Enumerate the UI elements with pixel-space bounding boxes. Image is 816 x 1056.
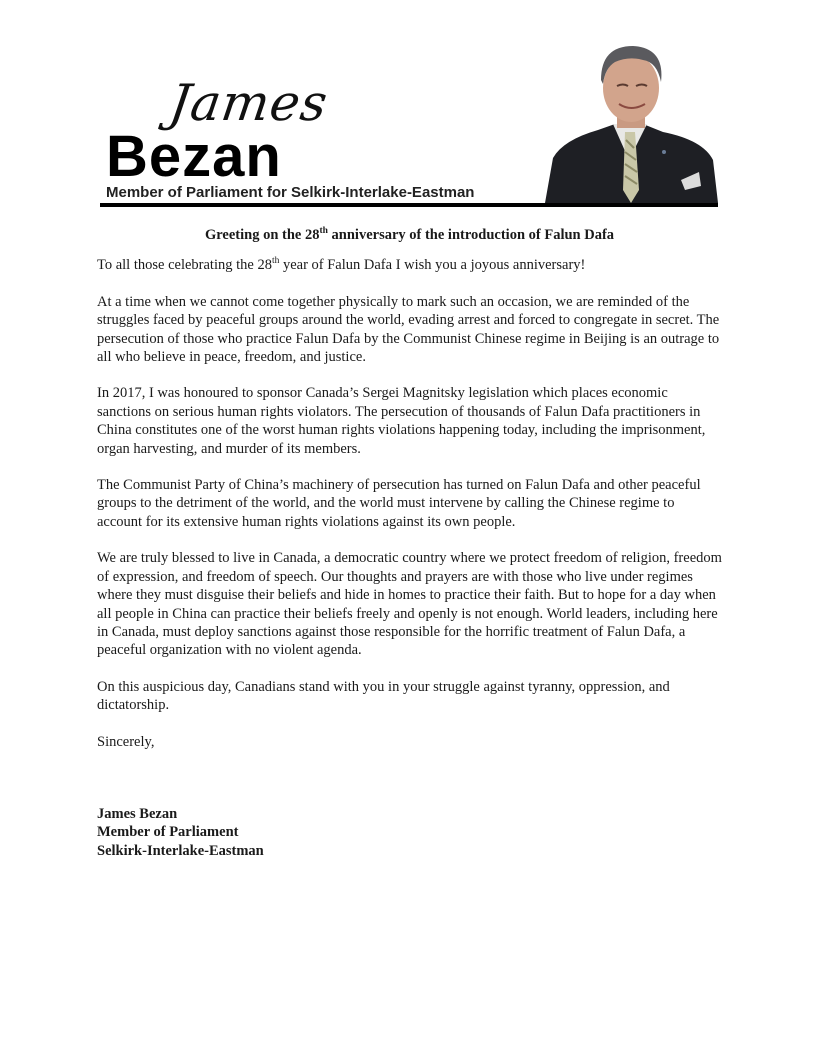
greeting-text-rest: year of Falun Dafa I wish you a joyous anniversary! <box>279 257 586 274</box>
body-paragraph: We are truly blessed to live in Canada, a democratic country where we protect freedom of religion, freedom of expression, and freedom of speech. Our thoughts and prayers are with those who live under regimes where they must disguise their beliefs and hide in homes to practice their faith. But to hope for a day when all people in China can practice their beliefs freely and openly is not enough. World leaders, including here in Canada, must deploy sanctions against those responsible for the horrific treatment of Falun Dafa, a peaceful organization with no violent agenda. <box>97 550 722 659</box>
title-text-rest: anniversary of the introduction of Falun Dafa <box>327 227 615 243</box>
letterhead-first-name: James <box>165 74 332 132</box>
signature-role: Member of Parliament <box>97 824 239 841</box>
signature-block <box>97 805 722 860</box>
body-paragraph: On this auspicious day, Canadians stand with you in your struggle against tyranny, oppression, and dictatorship. <box>97 678 670 714</box>
signature-riding: Selkirk-Interlake-Eastman <box>97 842 264 859</box>
letterhead-last-name: Bezan <box>106 124 282 189</box>
letterhead <box>100 40 718 207</box>
closing: Sincerely, <box>97 733 155 750</box>
greeting-superscript: th <box>271 256 280 267</box>
signature-name: James Bezan <box>97 805 178 822</box>
body-paragraph: At a time when we cannot come together physically to mark such an occasion, we are reminded of the struggles faced by peaceful groups around the world, evading arrest and forced to congregate in secret. The persecution of those who practice Falun Dafa by the Communist Chinese regime in Beijing is an outrage to all who believe in peace, freedom, and justice. <box>97 293 720 366</box>
title-text: Greeting on the 28 <box>204 227 320 243</box>
letterhead-subtitle: Member of Parliament for Selkirk-Interlake-Eastman <box>106 184 475 201</box>
letter-title <box>97 226 722 244</box>
greeting-paragraph <box>97 256 722 274</box>
portrait-image <box>543 40 718 203</box>
portrait-photo <box>543 40 718 203</box>
greeting-text: To all those celebrating the 28 <box>97 257 272 274</box>
letter-body <box>97 226 722 860</box>
title-superscript: th <box>319 226 328 236</box>
letterhead-rule <box>100 203 718 207</box>
body-paragraph: The Communist Party of China’s machinery of persecution has turned on Falun Dafa and other peaceful groups to the detriment of the world, and the world must intervene by calling the Chinese regime to account for its extensive human rights violations against its own people. <box>97 477 701 530</box>
body-paragraph: In 2017, I was honoured to sponsor Canada’s Sergei Magnitsky legislation which places economic sanctions on serious human rights violators. The persecution of thousands of Falun Dafa practitioners in China constitutes one of the worst human rights violations happening today, including the imprisonment, organ harvesting, and murder of its members. <box>97 385 706 457</box>
